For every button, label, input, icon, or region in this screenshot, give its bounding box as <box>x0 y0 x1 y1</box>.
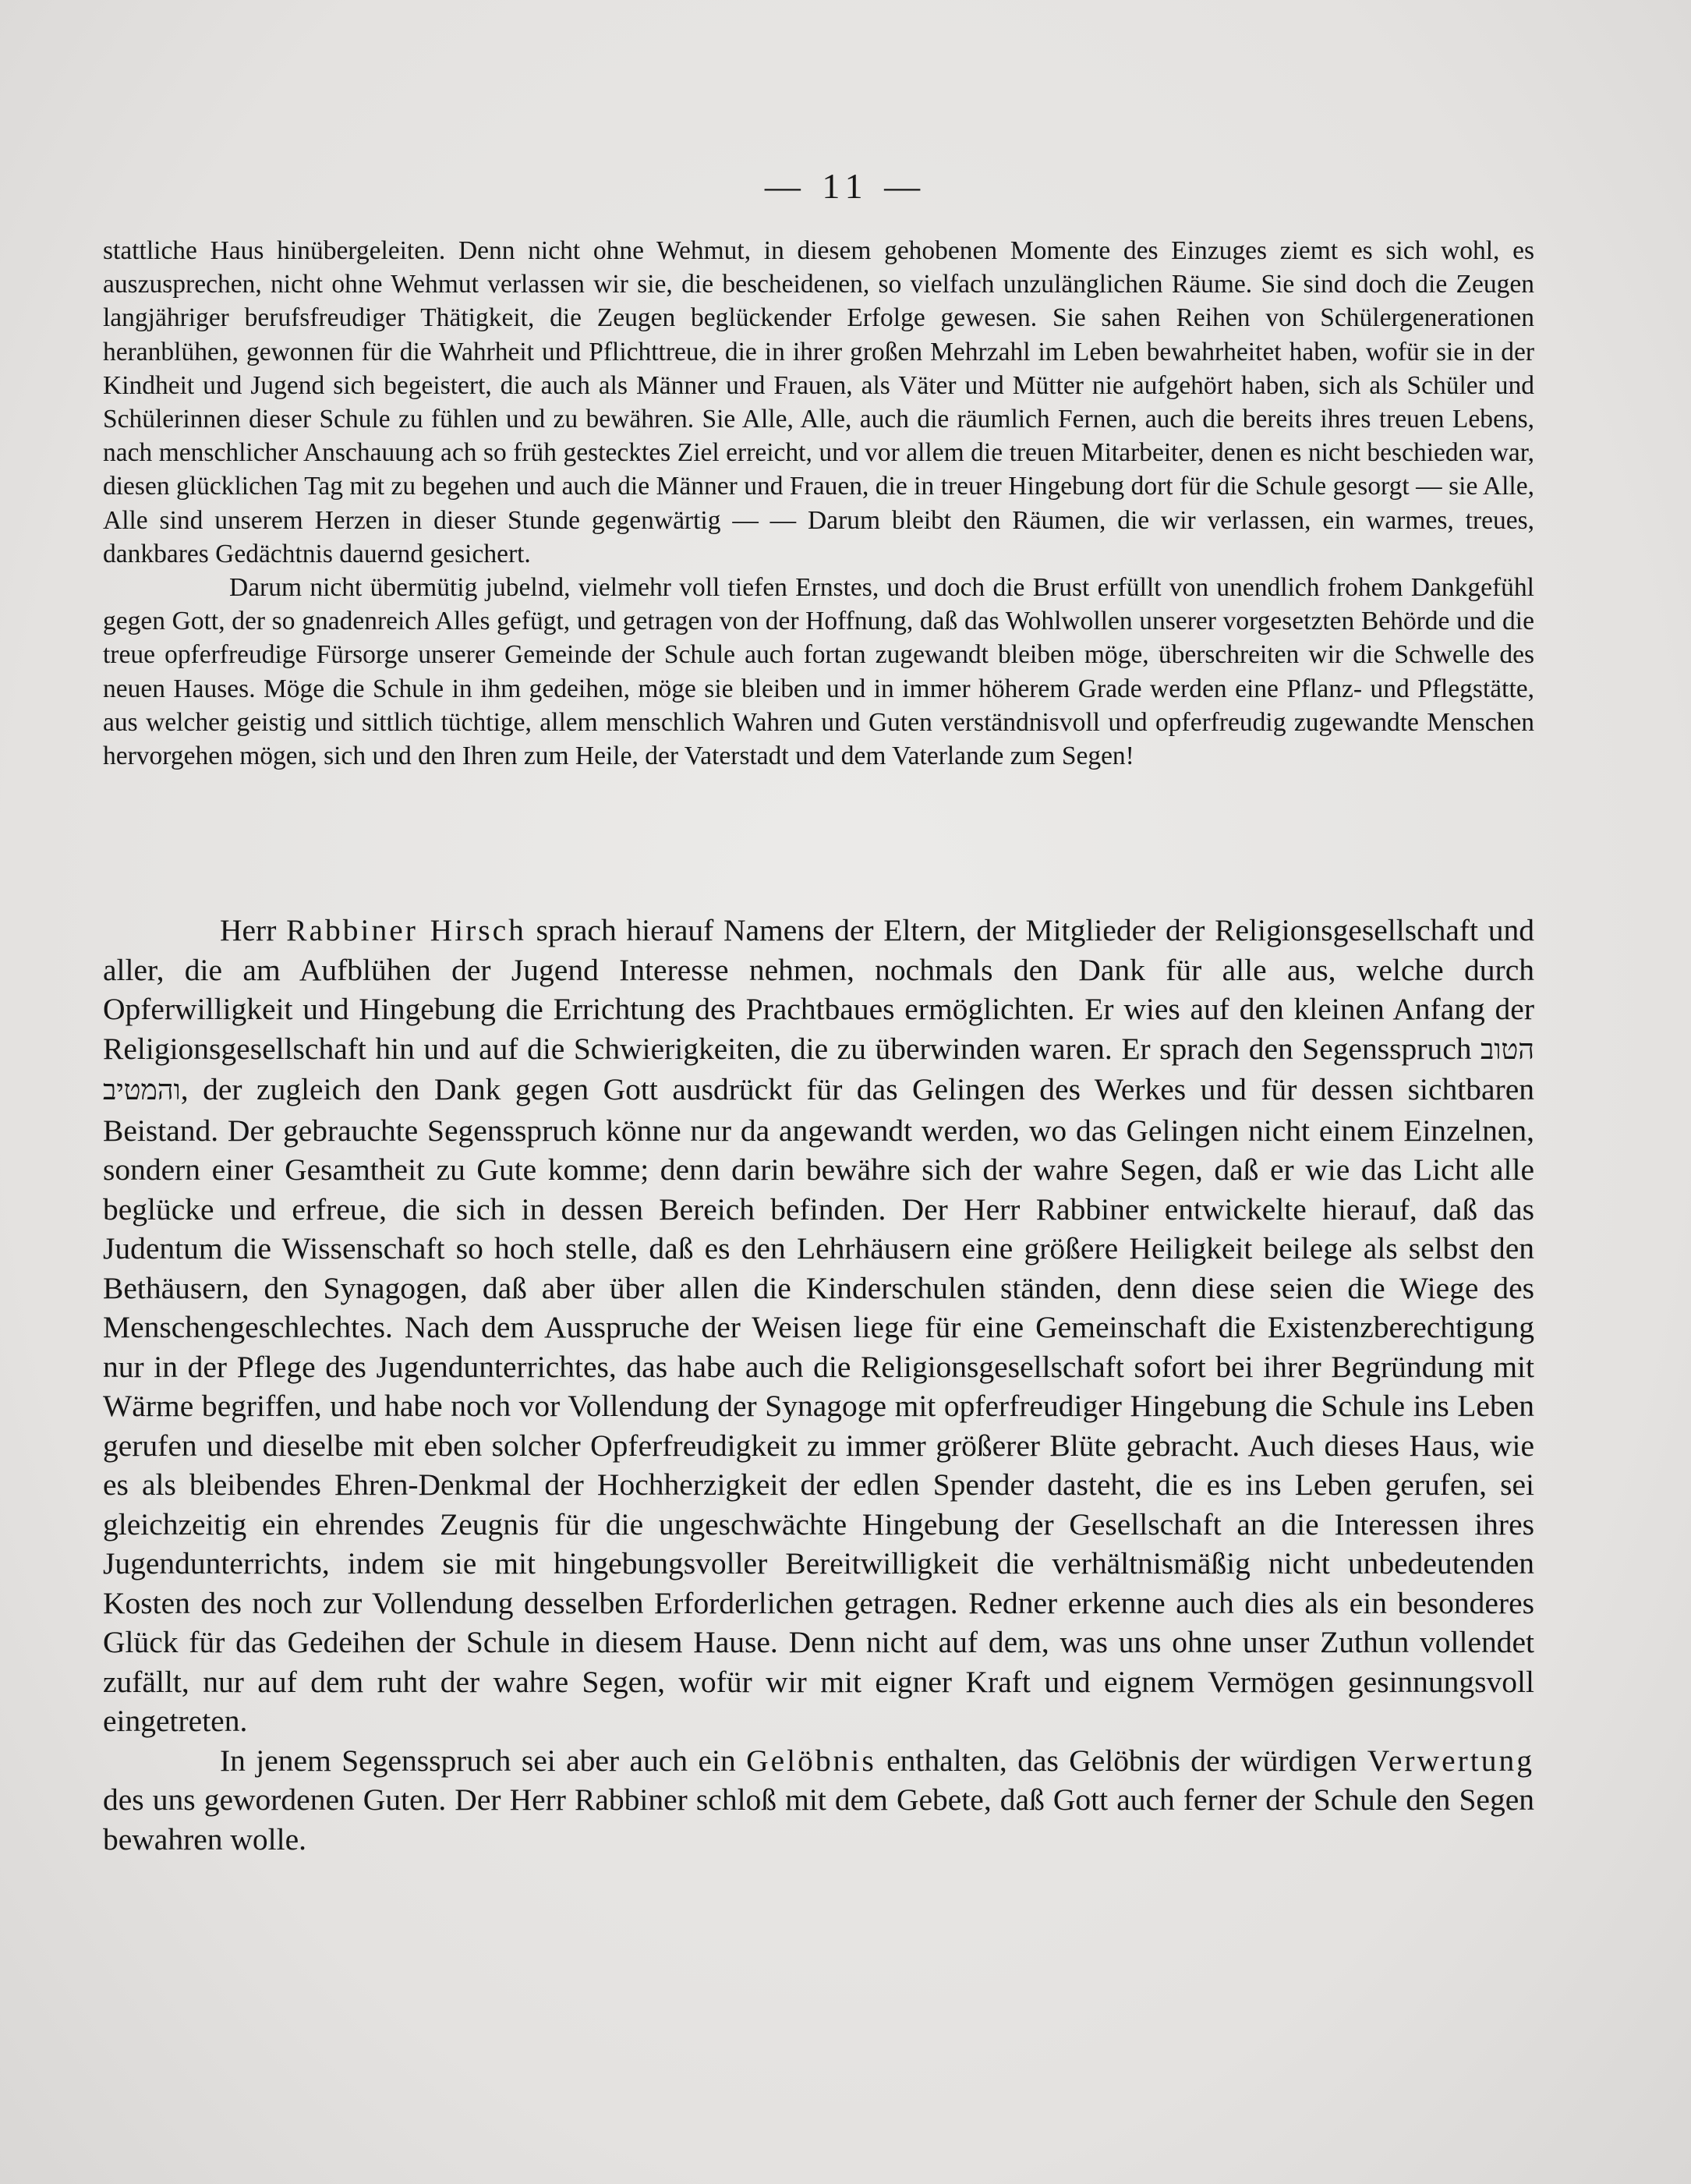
text-run: , der zugleich den Dank gegen Gott ausdrückt für das Gelingen des Werkes und für dessen sichtbaren Beistand. Der gebrauchte Segensspruch könne nur da angewandt werden, wo das Gelingen nicht einem Einzelnen, sondern einer Gesamtheit zu Gute komme; denn darin bewähre sich der wahre Segen, daß er wie das Licht alle beglücke und erfreue, die sich in dessen Bereich befinden. Der Herr Rabbiner entwickelte hierauf, daß das Judentum die Wissenschaft so hoch stelle, daß es den Lehrhäusern eine größere Heiligkeit beilege als selbst den Bethäusern, den Synagogen, daß aber über allen die Kinderschulen ständen, denn diese seien die Wiege des Menschengeschlechtes. Nach dem Ausspruche der Weisen liege für eine Gemeinschaft die Existenzberechtigung nur in der Pflege des Jugendunterrichtes, das habe auch die Religionsgesellschaft sofort bei ihrer Begründung mit Wärme begriffen, und habe noch vor Vollendung der Synagoge mit opferfreudiger Hingebung die Schule ins Leben gerufen und dieselbe mit eben solcher Opferfreudigkeit zu immer größerer Blüte gebracht. Auch dieses Haus, wie es als bleibendes Ehren-Denkmal der Hochherzigkeit der edlen Spender dasteht, die es ins Leben gerufen, sei gleichzeitig ein ehrendes Zeugnis für die ungeschwächte Hingebung der Gesellschaft an die Interessen ihres Jugendunterrichts, indem sie mit hingebungsvoller Bereitwilligkeit die verhältnismäßig nicht unbedeutenden Kosten des noch zur Vollendung desselben Erforderlichen getragen. Redner erkenne auch dies als ein besonderes Glück für das Gedeihen der Schule in diesem Hause. Denn nicht auf dem, was uns ohne unser Zuthun vollendet zufällt, nur auf dem ruht der wahre Segen, wofür wir mit eigner Kraft und eignem Vermögen gesinnungsvoll eingetreten. <box>103 1072 1534 1738</box>
large-print-section <box>103 911 1534 1859</box>
spaced-word-geloebnis: Gelöbnis <box>746 1743 876 1778</box>
small-print-section <box>103 234 1534 773</box>
spaced-word-verwertung: Verwertung <box>1367 1743 1534 1778</box>
page-number: — 11 — <box>764 166 927 206</box>
text-run: des uns gewordenen Guten. Der Herr Rabbiner schloß mit dem Gebete, daß Gott auch ferner der Schule den Segen bewahren wolle. <box>103 1782 1534 1857</box>
paragraph-vow <box>103 1741 1534 1860</box>
spaced-name-rabbiner-hirsch: Rabbiner Hirsch <box>286 913 526 947</box>
paragraph-blessing-hope: Darum nicht übermütig jubelnd, vielmehr voll tiefen Ernstes, und doch die Brust erfüllt von unendlich frohem Dankgefühl gegen Gott, der so gnadenreich Alles gefügt, und getragen von der Hoffnung, daß das Wohlwollen unserer vorgesetzten Behörde und die treue opferfreudige Fürsorge unserer Gemeinde der Schule auch fortan zugewandt bleiben möge, überschreiten wir die Schwelle des neuen Hauses. Möge die Schule in ihm gedeihen, möge sie bleiben und in immer höherem Grade werden eine Pflanz- und Pflegstätte, aus welcher geistig und sittlich tüchtige, allem menschlich Wahren und Guten verständnisvoll und opferfreudig zugewandte Menschen hervorgehen mögen, sich und den Ihren zum Heile, der Vaterstadt und dem Vaterlande zum Segen! <box>103 573 1534 771</box>
text-run: enthalten, das Gelöbnis der würdigen <box>876 1743 1367 1778</box>
text-run: In jenem Segensspruch sei aber auch ein <box>220 1743 747 1778</box>
text-run: sprach hierauf Namens der Eltern, der Mitglieder der Religionsgesellschaft und aller, die am Aufblühen der Jugend Interesse nehmen, nochmals den Dank für alle aus, welche durch Opferwilligkeit und Hingebung die Errichtung des Prachtbaues ermöglichten. Er wies auf den kleinen Anfang der Religionsgesellschaft hin und auf die Schwierigkeiten, die zu überwinden waren. Er sprach den Segensspruch <box>103 913 1534 1066</box>
text-run: Herr <box>220 913 287 947</box>
paragraph-farewell-rooms: stattliche Haus hinübergeleiten. Denn nicht ohne Wehmut, in diesem gehobenen Momente des Einzuges ziemt es sich wohl, es auszusprechen, nicht ohne Wehmut verlassen wir sie, die bescheidenen, so vielfach unzulänglichen Räume. Sie sind doch die Zeugen langjähriger berufsfreudiger Thätigkeit, die Zeugen beglückender Erfolge gewesen. Sie sahen Reihen von Schülergenerationen heranblühen, gewonnen für die Wahrheit und Pflichttreue, die in ihrer großen Mehrzahl im Leben bewahrheitet haben, wofür sie in der Kindheit und Jugend sich begeistert, die auch als Männer und Frauen, als Väter und Mütter nie aufgehört haben, sich als Schüler und Schülerinnen dieser Schule zu fühlen und zu bewähren. Sie Alle, Alle, auch die räumlich Fernen, auch die bereits ihres treuen Lebens, nach menschlicher Anschauung ach so früh gestecktes Ziel erreicht, und vor allem die treuen Mitarbeiter, denen es nicht beschieden war, diesen glücklichen Tag mit zu begehen und auch die Männer und Frauen, die in treuer Hingebung dort für die Schule gesorgt — sie Alle, Alle sind unserem Herzen in dieser Stunde gegenwärtig — — Darum bleibt den Räumen, die wir verlassen, ein warmes, treues, dankbares Gedächtnis dauernd gesichert. <box>103 236 1534 568</box>
paragraph-rabbi-speech <box>103 911 1534 1741</box>
hebrew-blessing: הטוב והמטיב <box>103 1033 1534 1106</box>
